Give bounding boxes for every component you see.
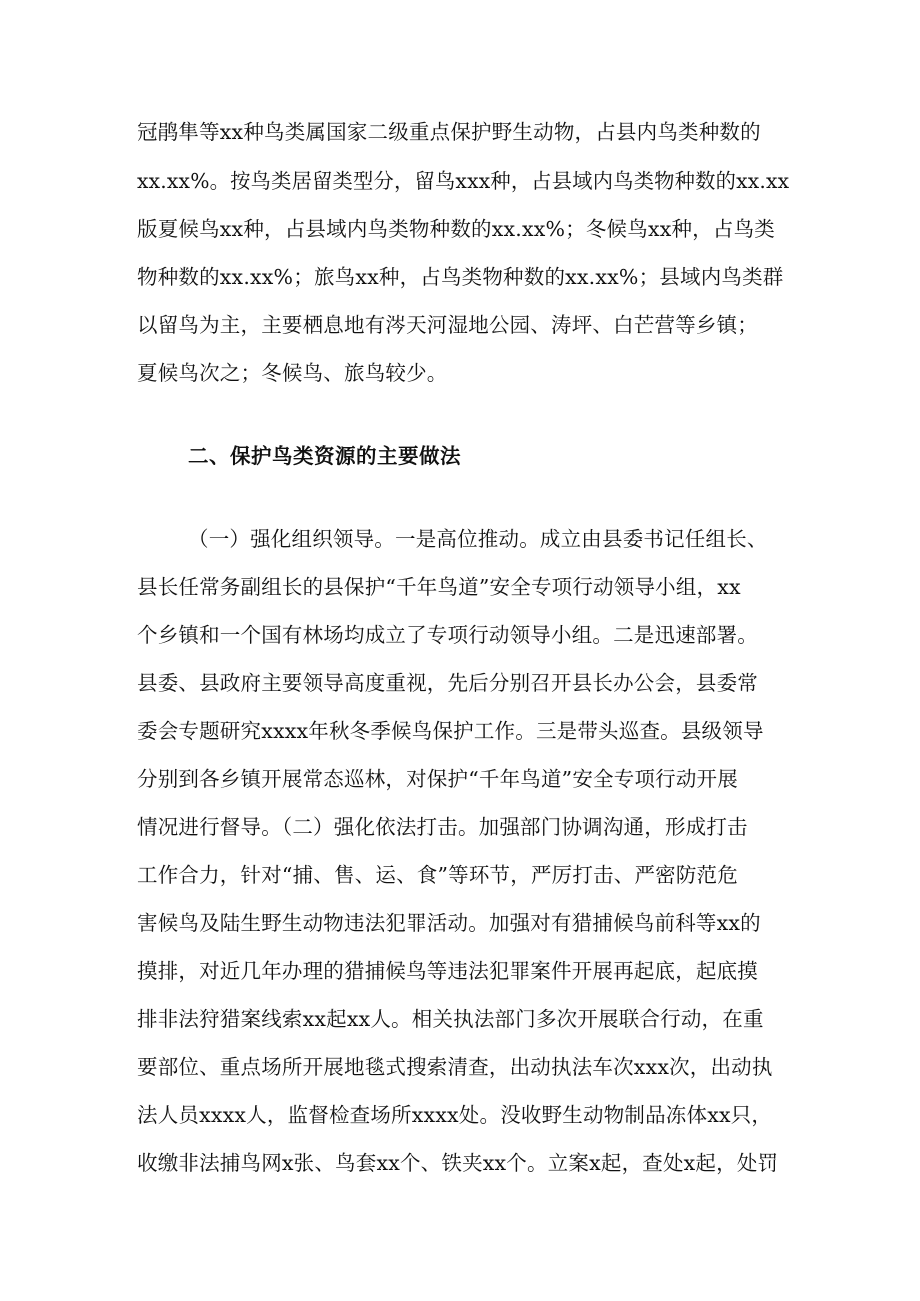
paragraph2-line-13: 法人员xxxx人，监督检查场所xxxx处。没收野生动物制品冻体xx只， [137,1103,773,1127]
paragraph2-line-2: 县长任常务副组长的县保护“千年鸟道”安全专项行动领导小组，xx [137,575,741,599]
paragraph1-line-3: 版夏候鸟xx种，占县域内鸟类物种数的xx.xx%；冬候鸟xx种，占鸟类 [137,217,775,241]
paragraph2-line-12: 要部位、重点场所开展地毯式搜索清查，出动执法车次xxx次，出动执 [137,1055,773,1079]
paragraph2-line-6: 分别到各乡镇开展常态巡林，对保护“千年鸟道”安全专项行动开展 [137,767,738,791]
paragraph2-line-10: 摸排，对近几年办理的猎捕候鸟等违法犯罪案件开展再起底，起底摸 [137,959,758,983]
paragraph1-line-5: 以留鸟为主，主要栖息地有涔天河湿地公园、涛坪、白芒营等乡镇； [137,313,758,337]
paragraph1-line-1: 冠鹃隼等xx种鸟类属国家二级重点保护野生动物，占县内鸟类种数的 [137,120,761,144]
paragraph1-line-2: xx.xx%。按鸟类居留类型分，留鸟xxx种，占县域内鸟类物种数的xx.xx [137,169,790,193]
paragraph2-line-9: 害候鸟及陆生野生动物违法犯罪活动。加强对有猎捕候鸟前科等xx的 [137,911,761,935]
paragraph2-line-8: 工作合力，针对“捕、售、运、食”等环节，严厉打击、严密防范危 [137,863,738,887]
paragraph2-line-5: 委会专题研究xxxx年秋冬季候鸟保护工作。三是带头巡查。县级领导 [137,719,764,743]
paragraph2-line-1: （一）强化组织领导。一是高位推动。成立由县委书记任组长、 [188,527,768,551]
paragraph2-line-4: 县委、县政府主要领导高度重视，先后分别召开县长办公会，县委常 [137,671,758,695]
paragraph2-line-7: 情况进行督导。（二）强化依法打击。加强部门协调沟通，形成打击 [137,815,748,839]
paragraph1-line-6: 夏候鸟次之；冬候鸟、旅鸟较少。 [137,361,448,385]
paragraph2-line-11: 排非法狩猎案线索xx起xx人。相关执法部门多次开展联合行动，在重 [137,1007,764,1031]
paragraph2-line-14: 收缴非法捕鸟网x张、鸟套xx个、铁夹xx个。立案x起，查处x起，处罚 [137,1151,779,1175]
section-heading: 二、保护鸟类资源的主要做法 [188,444,461,468]
paragraph1-line-4: 物种数的xx.xx%；旅鸟xx种，占鸟类物种数的xx.xx%；县域内鸟类群 [137,265,784,289]
paragraph2-line-3: 个乡镇和一个国有林场均成立了专项行动领导小组。二是迅速部署。 [137,623,758,647]
